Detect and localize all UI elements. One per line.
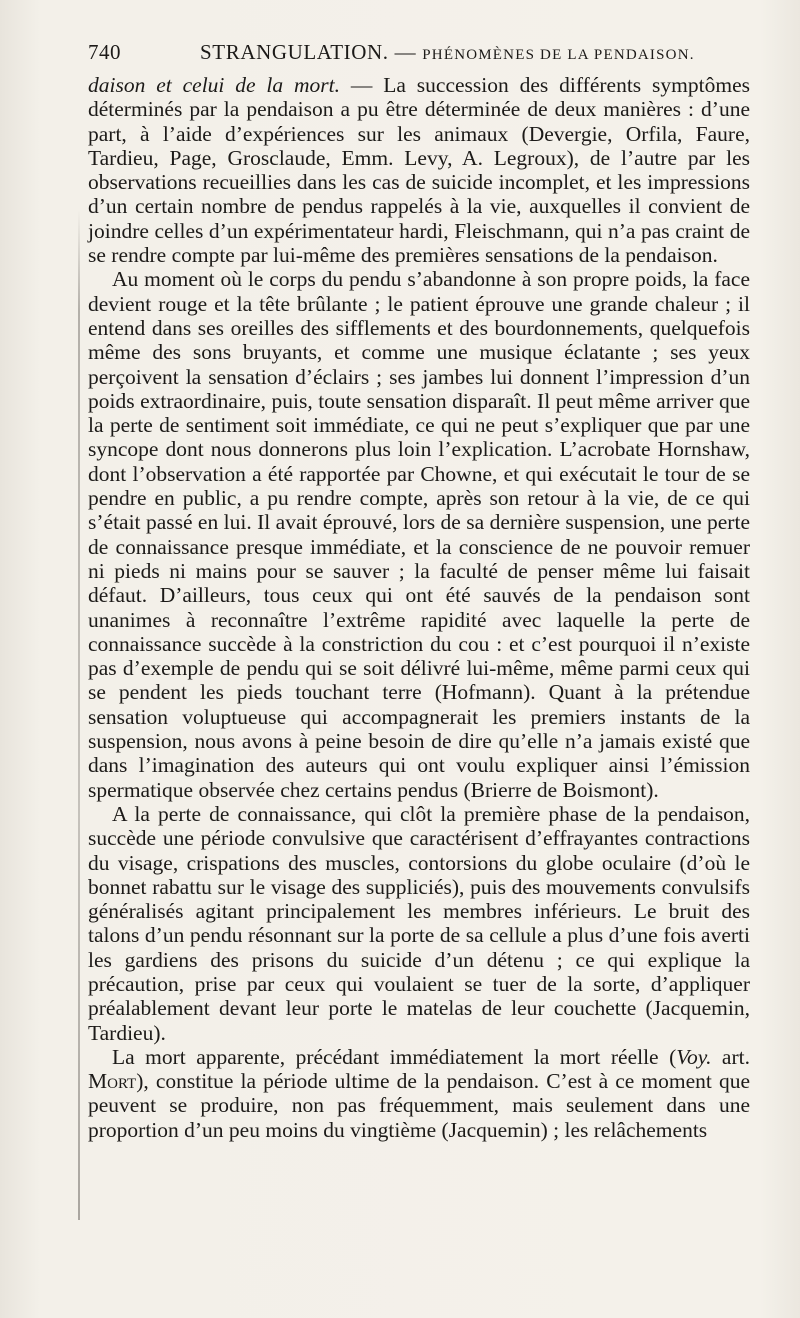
paragraph-4-text-before: La mort apparente, précédant immédiatement la mort réelle ( — [112, 1044, 677, 1069]
paragraph-1-text: — La succession des différents symptômes déterminés par la pendaison a pu être déterminée de deux manières : d’une part, à l’aide d’expériences sur les animaux (Devergie, Orfila, Faure, Tardieu, Page, Grosclaude, Emm. Levy, A. Legroux), de l’autre par les observations recueillies dans les cas de suicide incomplet, et les impressions d’un certain nombre de pendus rappelés à la vie, auxquelles il convient de joindre celles d’un expérimentateur hardi, Fleischmann, qui n’a pas craint de se rendre compte par lui-même des premières sensations de la pendaison. — [88, 73, 750, 268]
paragraph-2: Au moment où le corps du pendu s’abandonne à son propre poids, la face devient rouge et la tête brûlante ; le patient éprouve une grande chaleur ; il entend dans ses oreilles des sifflements et des bourdonnements, quelquefois même des sons bruyants, et comme une musique éclatante ; ses yeux perçoivent la sensation d’éclairs ; ses jambes lui donnent l’impression d’un poids extraordinaire, puis, toute sensation disparaît. Il peut même arriver que la perte de sentiment soit immédiate, ce qui ne peut s’expliquer que par une syncope dont nous donnerons plus loin l’explication. L’acrobate Hornshaw, dont l’observation a été rapportée par Chowne, et qui exécutait le tour de se pendre en public, a pu rendre compte, après son retour à la vie, de ce qui s’était passé en lui. Il avait éprouvé, lors de sa dernière suspension, une perte de connaissance presque immédiate, et la conscience de ne pouvoir remuer ni pieds ni mains pour se sauver ; la faculté de penser même lui faisait défaut. D’ailleurs, tous ceux qui ont été sauvés de la pendaison sont unanimes à reconnaître l’extrême rapidité avec laquelle la perte de connaissance succède à la constriction du cou : et c’est pourquoi il n’existe pas d’exemple de pendu qui se soit délivré lui-même, même parmi ceux qui se pendent les pieds touchant terre (Hofmann). Quant à la prétendue sensation voluptueuse qui accompagnerait les premiers instants de la suspension, nous avons à peine besoin de dire qu’elle n’a jamais existé que dans l’imagination des auteurs qui ont voulu expliquer ainsi l’émission spermatique observée chez certains pendus (Brierre de Boismont). — [88, 267, 750, 802]
paragraph-4-ref-mort: Mort — [88, 1069, 137, 1094]
running-title-dash: — — [394, 40, 417, 64]
running-header — [88, 34, 750, 70]
running-title-subtitle: PHÉNOMÈNES DE LA PENDAISON. — [422, 47, 695, 63]
paragraph-4-text-after: ), constitue la période ultime de la pendaison. C’est à ce moment que peuvent se produire, non pas fréquemment, mais seulement dans une proportion d’un peu moins du vingtième (Jacquemin) ; les relâchements — [88, 1069, 750, 1142]
paragraph-1-lead: daison et celui de la mort. — [88, 73, 341, 97]
paragraph-4 — [88, 1045, 750, 1142]
running-title-main: STRANGULATION. — [200, 40, 389, 64]
running-title — [200, 40, 695, 65]
page-number: 740 — [88, 40, 121, 64]
paragraph-4-ref-art: art. — [711, 1044, 750, 1069]
page-edge-shadow — [78, 210, 80, 1220]
paragraph-3: A la perte de connaissance, qui clôt la première phase de la pendaison, succède une période convulsive que caractérisent d’effrayantes contractions du visage, crispations des muscles, contorsions du globe oculaire (d’où le bonnet rabattu sur le visage des suppliciés), puis des mouvements convulsifs généralisés agitant principalement les membres inférieurs. Le bruit des talons d’un pendu résonnant sur la porte de sa cellule a plus d’une fois averti les gardiens des prisons du suicide d’un détenu ; ce qui explique la précaution, prise par ceux qui voulaient se tuer de la sorte, d’appliquer préalablement devant leur porte le matelas de leur couchette (Jacquemin, Tardieu). — [88, 801, 750, 1045]
paragraph-1 — [88, 73, 750, 267]
body-text — [88, 73, 750, 1142]
paragraph-4-ref-voy: Voy. — [676, 1044, 712, 1069]
